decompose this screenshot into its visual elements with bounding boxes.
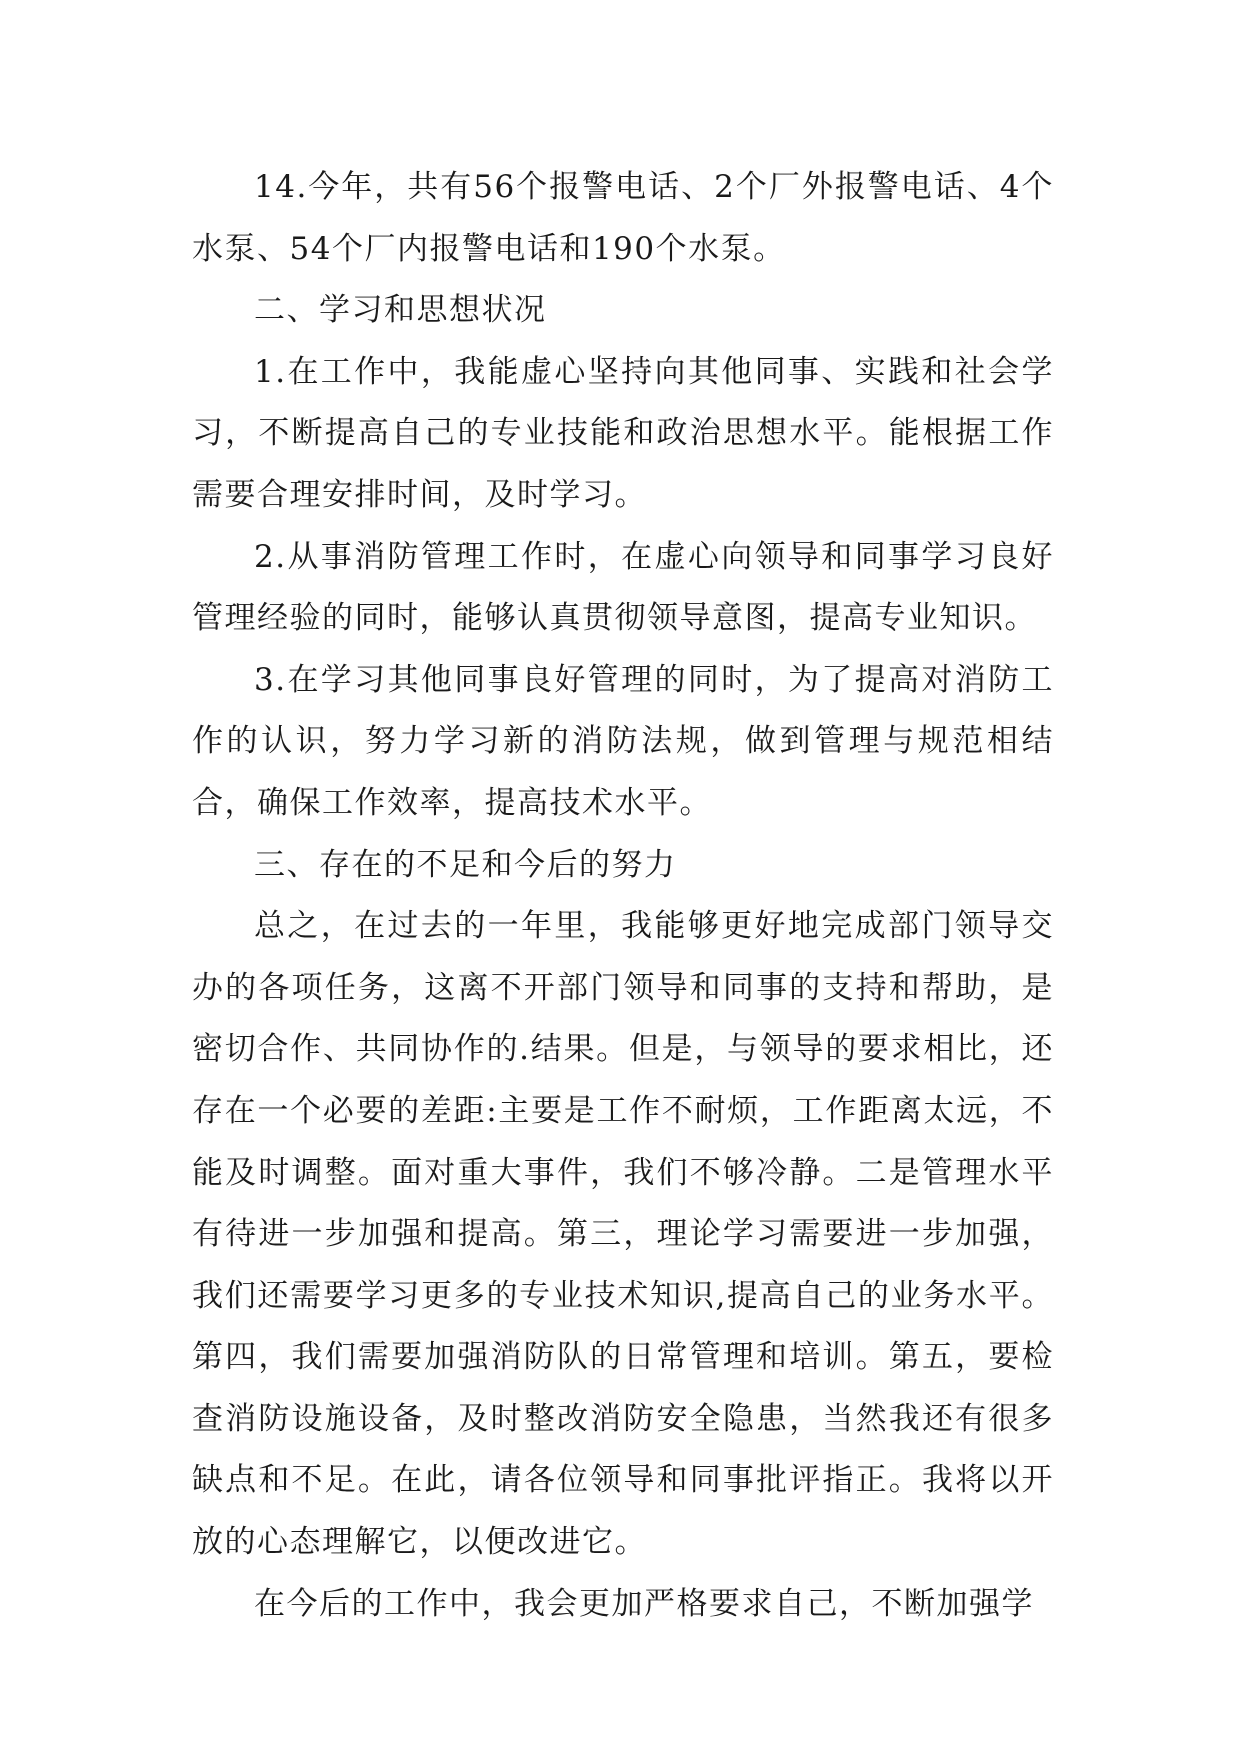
paragraph-summary: 总之，在过去的一年里，我能够更好地完成部门领导交办的各项任务，这离不开部门领导和同事的支持和帮助，是密切合作、共同协作的.结果。但是，与领导的要求相比，还存在一个必要的差距:主要是工作不耐烦，工作距离太远，不能及时调整。面对重大事件，我们不够冷静。二是管理水平有待进一步加强和提高。第三，理论学习需要进一步加强，我们还需要学习更多的专业技术知识,提高自己的业务水平。第四，我们需要加强消防队的日常管理和培训。第五，要检查消防设施设备，及时整改消防安全隐患，当然我还有很多缺点和不足。在此，请各位领导和同事批评指正。我将以开放的心态理解它，以便改进它。 — [192, 908, 1054, 1561]
section-heading-shortcomings: 三、存在的不足和今后的努力 — [254, 846, 677, 883]
paragraph-study-2: 2.从事消防管理工作时，在虚心向领导和同事学习良好管理经验的同时，能够认真贯彻领导意图，提高专业知识。 — [192, 538, 1054, 637]
paragraph-study-3: 3.在学习其他同事良好管理的同时，为了提高对消防工作的认识，努力学习新的消防法规，做到管理与规范相结合，确保工作效率，提高技术水平。 — [192, 661, 1054, 821]
document-body — [192, 157, 1054, 1635]
paragraph-future-work: 在今后的工作中，我会更加严格要求自己，不断加强学 — [254, 1585, 1034, 1622]
paragraph-statistics: 14.今年，共有56个报警电话、2个厂外报警电话、4个水泵、54个厂内报警电话和190个水泵。 — [192, 169, 1054, 267]
section-heading-study: 二、学习和思想状况 — [254, 292, 547, 329]
paragraph-study-1: 1.在工作中，我能虚心坚持向其他同事、实践和社会学习，不断提高自己的专业技能和政治思想水平。能根据工作需要合理安排时间，及时学习。 — [192, 353, 1054, 513]
